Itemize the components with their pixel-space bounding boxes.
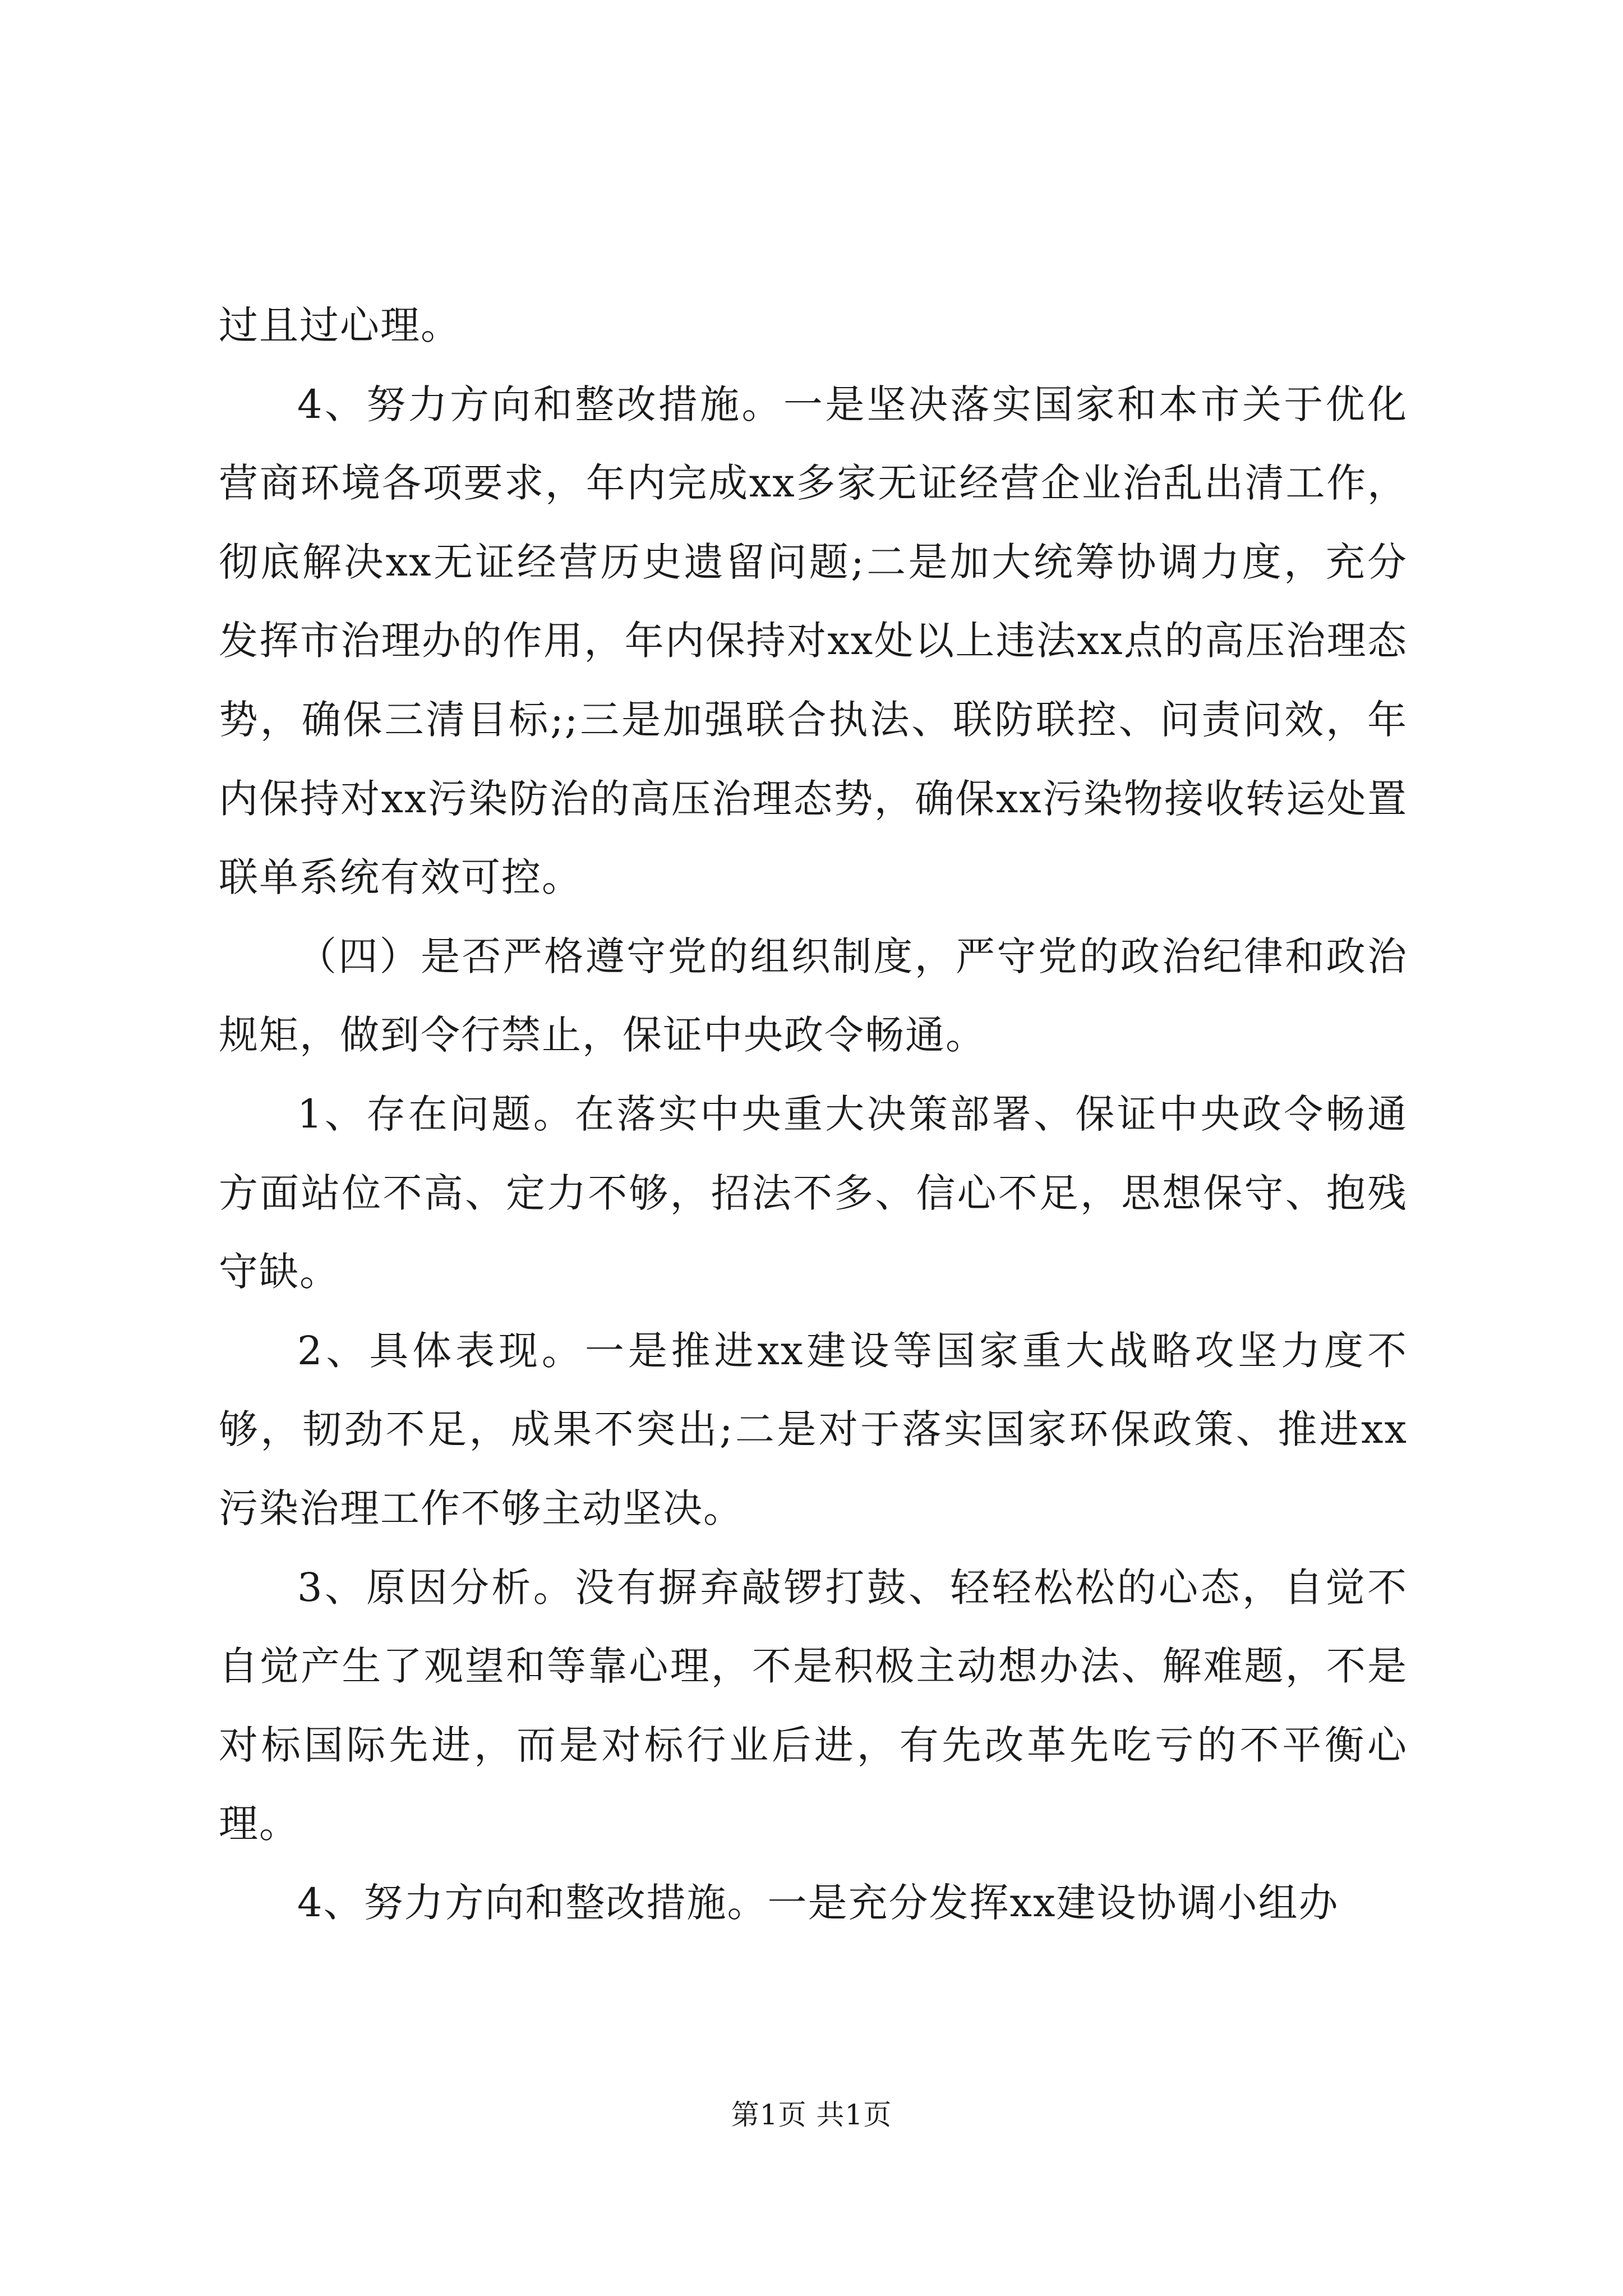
paragraph-rectification-measures: 4、努力方向和整改措施。一是坚决落实国家和本市关于优化营商环境各项要求，年内完成xx多家无证经营企业治乱出清工作，彻底解决xx无证经营历史遗留问题;二是加大统筹协调力度，充分发挥市治理办的作用，年内保持对xx处以上违法xx点的高压治理态势，确保三清目标;;三是加强联合执法、联防联控、问责问效，年内保持对xx污染防治的高压治理态势，确保xx污染物接收转运处置联单系统有效可控。 [219, 381, 1408, 901]
paragraph-specific-manifestations: 2、具体表现。一是推进xx建设等国家重大战略攻坚力度不够，韧劲不足，成果不突出;二是对于落实国家环保政策、推进xx污染治理工作不够主动坚决。 [219, 1327, 1408, 1531]
paragraph-direction-measures: 4、努力方向和整改措施。一是充分发挥xx建设协调小组办 [297, 1879, 1339, 1926]
page-number-footer: 第1页 共1页 [731, 2099, 892, 2131]
document-body [219, 286, 1408, 1942]
paragraph-cause-analysis: 3、原因分析。没有摒弃敲锣打鼓、轻轻松松的心态，自觉不自觉产生了观望和等靠心理，不是积极主动想办法、解难题，不是对标国际先进，而是对标行业后进，有先改革先吃亏的不平衡心理。 [219, 1564, 1408, 1847]
paragraph-section-four-heading: （四）是否严格遵守党的组织制度，严守党的政治纪律和政治规矩，做到令行禁止，保证中央政令畅通。 [219, 933, 1408, 1059]
paragraph-existing-problems: 1、存在问题。在落实中央重大决策部署、保证中央政令畅通方面站位不高、定力不够，招法不多、信心不足，思想保守、抱残守缺。 [219, 1091, 1408, 1295]
paragraph-continuation: 过且过心理。 [219, 302, 461, 348]
